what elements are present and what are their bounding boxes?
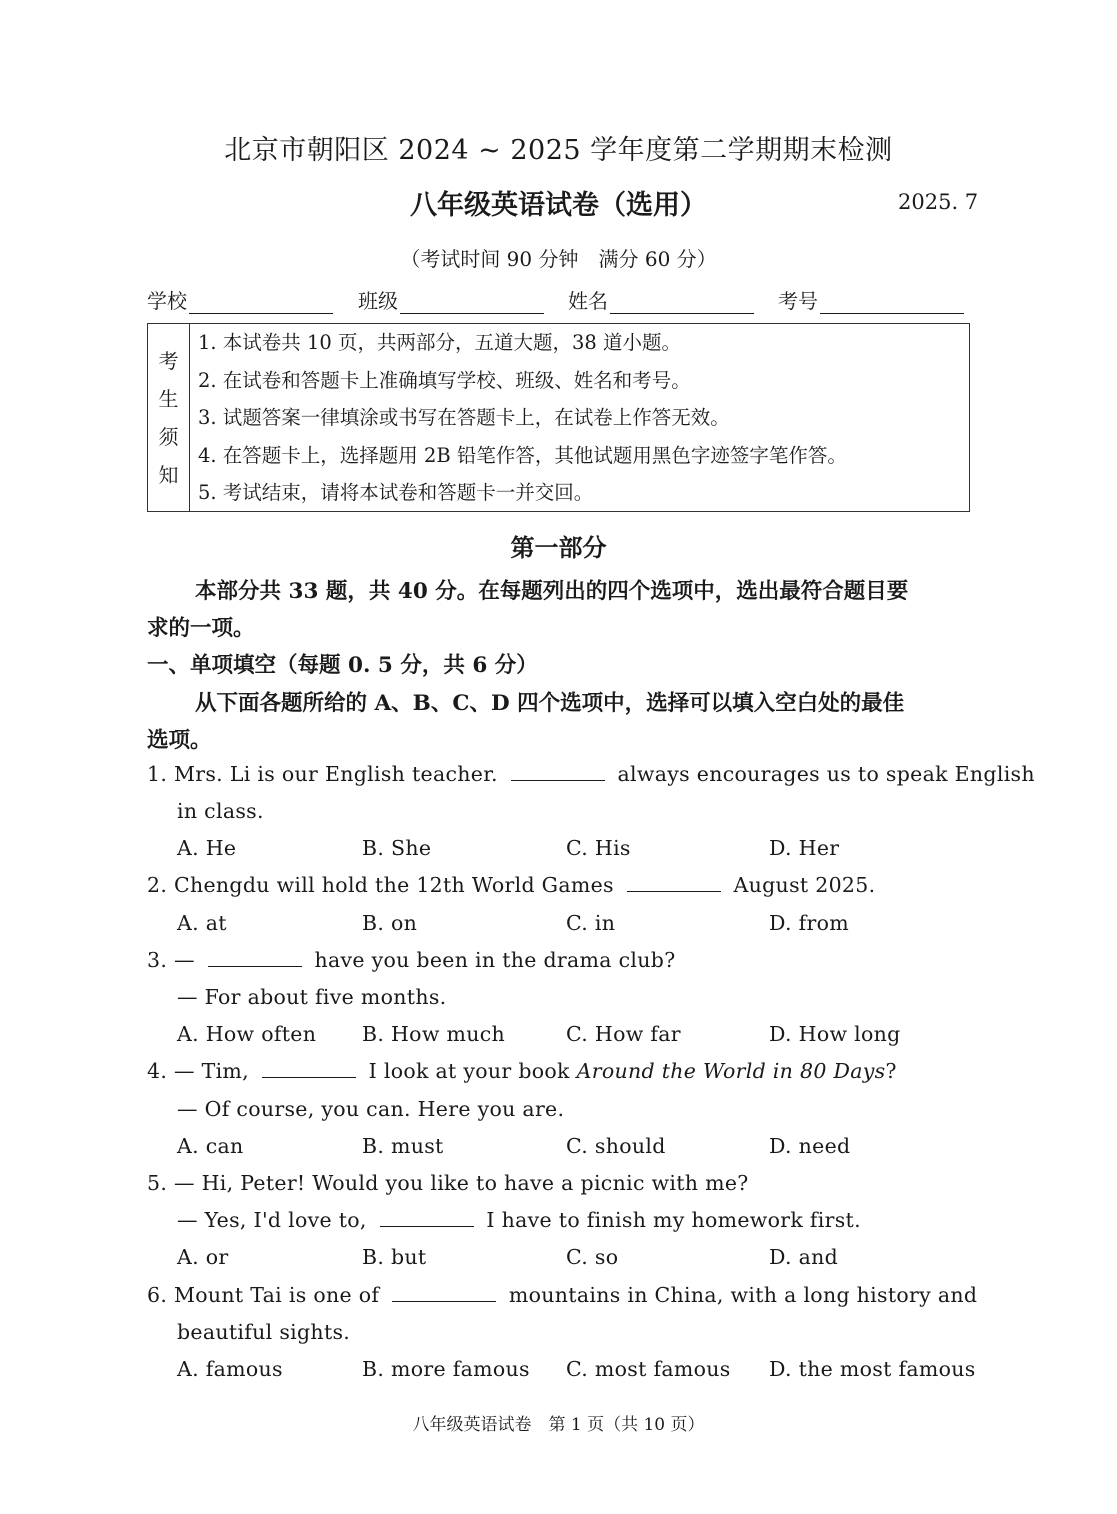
question-text: August 2025. [733, 873, 876, 897]
question-5-reply [177, 1208, 861, 1232]
exam-title: 北京市朝阳区 2024 ~ 2025 学年度第二学期期末检测 [224, 135, 893, 166]
option-b[interactable]: B. How much [362, 1022, 506, 1046]
option-a[interactable]: A. or [177, 1245, 229, 1269]
part-intro-cont: 求的一项。 [147, 616, 255, 641]
name-field[interactable] [568, 285, 754, 314]
question-2 [147, 873, 875, 897]
option-d[interactable]: D. Her [769, 836, 840, 860]
option-a[interactable]: A. He [177, 836, 237, 860]
question-3-reply: — For about five months. [177, 985, 447, 1009]
option-b[interactable]: B. on [362, 911, 418, 935]
answer-blank [392, 1283, 496, 1302]
question-text: 2. Chengdu will hold the 12th World Games [147, 873, 614, 897]
question-text: I have to finish my homework first. [486, 1208, 861, 1232]
answer-blank [380, 1208, 474, 1227]
option-d[interactable]: D. How long [769, 1022, 901, 1046]
question-text: mountains in China, with a long history and [508, 1283, 978, 1307]
exam-number-field[interactable] [778, 285, 964, 314]
answer-blank [511, 762, 605, 781]
question-text: 3. — [147, 948, 195, 972]
notice-item: 4. 在答题卡上，选择题用 2B 铅笔作答，其他试题用黑色字迹签字笔作答。 [198, 443, 847, 467]
school-line [189, 291, 333, 314]
question-6-cont: beautiful sights. [177, 1320, 351, 1344]
notice-char: 须 [158, 424, 179, 449]
answer-blank [208, 948, 302, 967]
exam-number-label: 考号 [778, 289, 818, 313]
name-label: 姓名 [568, 289, 608, 313]
class-label: 班级 [358, 289, 398, 313]
question-text: always encourages us to speak English [617, 762, 1035, 786]
exam-subtitle: 八年级英语试卷（选用） [410, 190, 707, 221]
option-b[interactable]: B. more famous [362, 1357, 530, 1381]
option-b[interactable]: B. She [362, 836, 432, 860]
option-b[interactable]: B. but [362, 1245, 427, 1269]
notice-char: 考 [158, 348, 179, 373]
option-d[interactable]: D. from [769, 911, 850, 935]
notice-char: 生 [158, 386, 179, 411]
option-c[interactable]: C. so [566, 1245, 619, 1269]
part-title: 第一部分 [510, 533, 607, 562]
question-3 [147, 948, 675, 972]
school-label: 学校 [147, 289, 187, 313]
question-4 [147, 1059, 897, 1083]
exam-time-info: （考试时间 90 分钟 满分 60 分） [400, 247, 717, 271]
option-d[interactable]: D. and [769, 1245, 839, 1269]
question-mark: ? [885, 1059, 897, 1083]
part-intro: 本部分共 33 题，共 40 分。在每题列出的四个选项中，选出最符合题目要 [195, 579, 909, 604]
option-b[interactable]: B. must [362, 1134, 444, 1158]
question-1-cont: in class. [177, 799, 264, 823]
option-c[interactable]: C. in [566, 911, 616, 935]
notice-item: 3. 试题答案一律填涂或书写在答题卡上，在试卷上作答无效。 [198, 406, 730, 430]
notice-item: 2. 在试卷和答题卡上准确填写学校、班级、姓名和考号。 [198, 368, 691, 392]
question-4-reply: — Of course, you can. Here you are. [177, 1097, 565, 1121]
option-d[interactable]: D. the most famous [769, 1357, 976, 1381]
notice-label [148, 324, 190, 511]
section-title: 一、单项填空（每题 0. 5 分，共 6 分） [147, 653, 538, 678]
question-text: 6. Mount Tai is one of [147, 1283, 380, 1307]
option-c[interactable]: C. should [566, 1134, 666, 1158]
exam-number-line [820, 291, 964, 314]
question-text: I look at your book [368, 1059, 570, 1083]
exam-date: 2025. 7 [898, 190, 979, 214]
question-6 [147, 1283, 977, 1307]
section-instructions-cont: 选项。 [147, 728, 212, 753]
notice-item: 5. 考试结束，请将本试卷和答题卡一并交回。 [198, 481, 594, 505]
notice-list [198, 328, 847, 516]
option-a[interactable]: A. famous [177, 1357, 283, 1381]
question-text: — Yes, I'd love to, [177, 1208, 367, 1232]
class-field[interactable] [358, 285, 544, 314]
option-c[interactable]: C. most famous [566, 1357, 731, 1381]
question-text: 1. Mrs. Li is our English teacher. [147, 762, 498, 786]
notice-box [147, 323, 970, 512]
answer-blank [262, 1059, 356, 1078]
class-line [400, 291, 544, 314]
option-a[interactable]: A. can [177, 1134, 244, 1158]
notice-char: 知 [158, 462, 179, 487]
question-text: 4. — Tim, [147, 1059, 249, 1083]
name-line [610, 291, 754, 314]
option-a[interactable]: A. How often [177, 1022, 317, 1046]
option-c[interactable]: C. His [566, 836, 631, 860]
book-title: Around the World in 80 Days [576, 1059, 886, 1083]
option-c[interactable]: C. How far [566, 1022, 681, 1046]
section-instructions: 从下面各题所给的 A、B、C、D 四个选项中，选择可以填入空白处的最佳 [195, 691, 905, 716]
option-d[interactable]: D. need [769, 1134, 851, 1158]
page-footer: 八年级英语试卷 第 1 页（共 10 页） [412, 1415, 705, 1435]
question-5: 5. — Hi, Peter! Would you like to have a picnic with me? [147, 1171, 749, 1195]
answer-blank [627, 873, 721, 892]
school-field[interactable] [147, 285, 333, 314]
question-text: have you been in the drama club? [314, 948, 676, 972]
option-a[interactable]: A. at [177, 911, 227, 935]
notice-item: 1. 本试卷共 10 页，共两部分，五道大题，38 道小题。 [198, 331, 682, 354]
question-1 [147, 762, 1035, 786]
